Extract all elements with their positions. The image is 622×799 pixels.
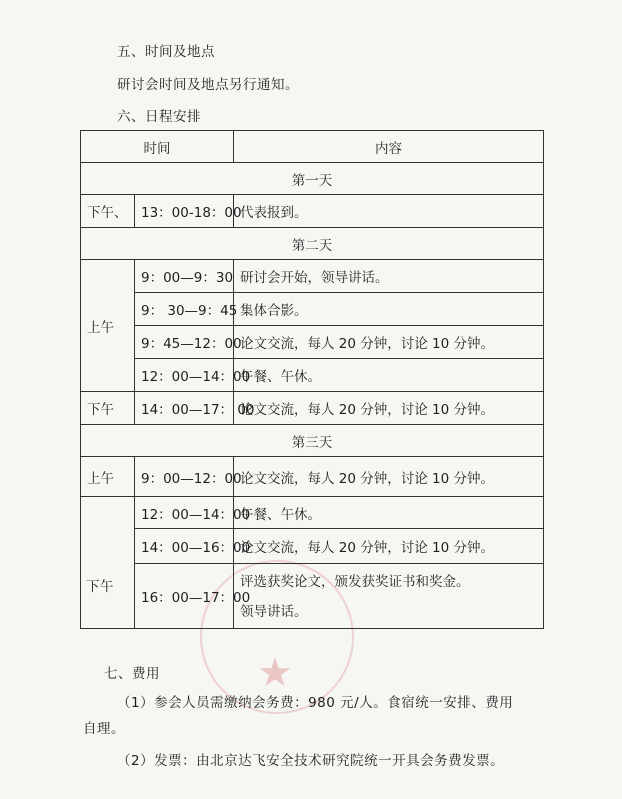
content-cell: 论文交流，每人 20 分钟，讨论 10 分钟。 xyxy=(234,529,544,564)
header-time: 时间 xyxy=(81,131,234,163)
time-cell: 13：00-18：00 xyxy=(135,195,234,228)
content-cell: 论文交流，每人 20 分钟，讨论 10 分钟。 xyxy=(234,457,544,497)
time-cell: 14：00—16：00 xyxy=(135,529,234,564)
fee2: （2）发票：由北京达飞安全技术研究院统一开具会务费发票。 xyxy=(117,753,505,769)
period-label: 下午 xyxy=(81,392,135,425)
content-cell: 午餐、午休。 xyxy=(234,497,544,529)
table-row xyxy=(81,260,544,293)
time-cell: 12：00—14：00 xyxy=(135,497,234,529)
content-cell: 论文交流，每人 20 分钟，讨论 10 分钟。 xyxy=(234,392,544,425)
header-content: 内容 xyxy=(234,131,544,163)
time-cell: 9： 30—9：45 xyxy=(135,293,234,326)
seal-star-icon: ★ xyxy=(257,650,293,696)
time-cell: 9：00—12：00 xyxy=(135,457,234,497)
content-cell: 代表报到。 xyxy=(234,195,544,228)
content-cell: 研讨会开始，领导讲话。 xyxy=(234,260,544,293)
table-row xyxy=(81,359,544,392)
time-cell: 9：00—9：30 xyxy=(135,260,234,293)
day-row xyxy=(81,228,544,260)
time-cell: 12：00—14：00 xyxy=(135,359,234,392)
content-line: 领导讲话。 xyxy=(240,604,308,620)
fee1-line1: （1）参会人员需缴纳会务费：980 元/人。食宿统一安排、费用 xyxy=(117,695,514,711)
period-label: 上午 xyxy=(81,260,135,392)
table-row xyxy=(81,293,544,326)
table-row xyxy=(81,326,544,359)
content-line: 评选获奖论文，颁发获奖证书和奖金。 xyxy=(240,574,470,590)
fee1-line2: 自理。 xyxy=(83,721,125,737)
period-label: 下午 xyxy=(86,579,114,595)
day-row xyxy=(81,163,544,195)
table-row xyxy=(81,564,544,629)
section5-heading: 五、时间及地点 xyxy=(117,44,215,60)
content-cell: 集体合影。 xyxy=(234,293,544,326)
table-row xyxy=(81,195,544,228)
period-label xyxy=(81,497,135,629)
time-cell: 14：00—17： 00 xyxy=(135,392,234,425)
section6-heading: 六、日程安排 xyxy=(117,109,201,125)
day1-label: 第一天 xyxy=(81,163,544,195)
table-header-row xyxy=(81,131,544,163)
time-cell: 9：45—12：00 xyxy=(135,326,234,359)
table-row xyxy=(81,529,544,564)
period-label: 上午 xyxy=(81,457,135,497)
content-cell: 论文交流，每人 20 分钟，讨论 10 分钟。 xyxy=(234,326,544,359)
period-label: 下午、 xyxy=(81,195,135,228)
schedule-table xyxy=(80,130,544,629)
section7-heading: 七、费用 xyxy=(104,666,160,682)
table-row xyxy=(81,457,544,497)
content-cell: 午餐、午休。 xyxy=(234,359,544,392)
table-row xyxy=(81,497,544,529)
section5-body: 研讨会时间及地点另行通知。 xyxy=(117,77,299,93)
day3-label: 第三天 xyxy=(81,425,544,457)
table-row xyxy=(81,392,544,425)
day-row xyxy=(81,425,544,457)
content-cell xyxy=(234,564,544,629)
time-cell: 16：00—17：00 xyxy=(135,564,234,629)
day2-label: 第二天 xyxy=(81,228,544,260)
